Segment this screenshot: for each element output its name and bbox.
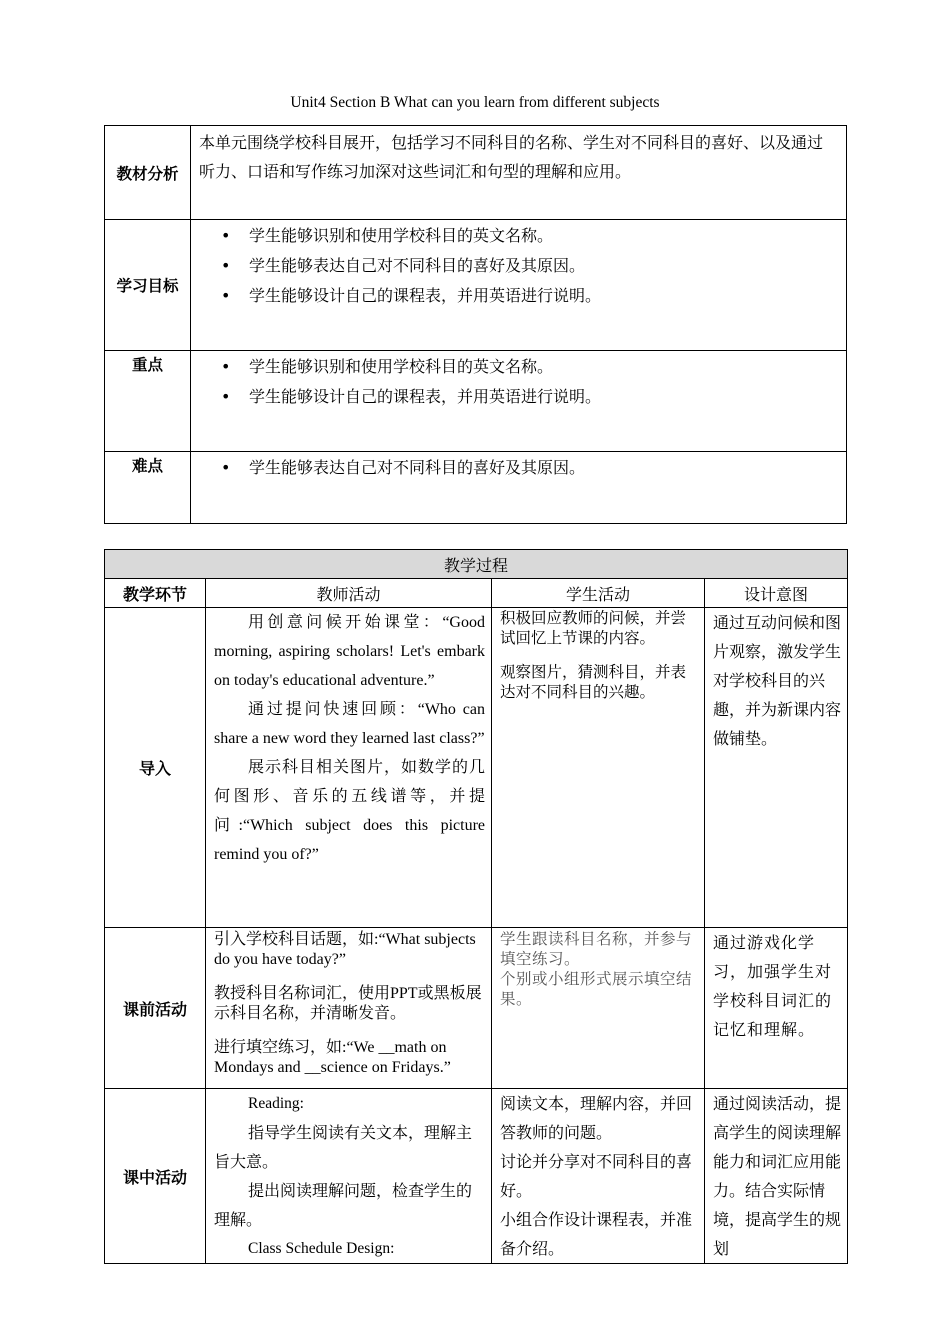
analysis-text: 本单元围绕学校科目展开，包括学习不同科目的名称、学生对不同科目的喜好、以及通过听力、口语和写作练习加深对这些词汇和句型的理解和应用。 [191,126,847,220]
student-activity [492,928,705,1089]
goal-item: • 学生能够识别和使用学校科目的英文名称。 [191,221,846,251]
difficult-row [105,452,847,524]
teacher-activity [206,1089,492,1264]
teacher-step: 教授科目名称词汇，使用PPT或黑板展示科目名称，并清晰发音。 [214,985,482,1022]
analysis-label: 教材分析 [105,126,191,220]
student-step: 小组合作设计课程表，并准备介绍。 [500,1210,693,1258]
student-activity [492,608,705,928]
student-step: 学生跟读科目名称，并参与填空练习。 [500,931,693,968]
teacher-step: Class Schedule Design: [248,1240,395,1257]
student-step: 观察图片，猜测科目，并表达对不同科目的兴趣。 [500,663,687,701]
teacher-step: 通过提问快速回顾：“Who can share a new word they learned last class?” [214,701,485,747]
student-activity [492,1089,705,1264]
goals-row [105,220,847,351]
header-intent: 设计意图 [705,579,848,608]
teacher-step: 进行填空练习，如:“We __math on Mondays and __science on Fridays.” [214,1039,451,1076]
key-item: • 学生能够识别和使用学校科目的英文名称。 [191,352,846,382]
student-step: 个别或小组形式展示填空结果。 [500,971,693,1008]
teacher-step: Reading: [248,1095,304,1112]
header-student: 学生活动 [492,579,705,608]
process-title-row [105,550,848,579]
stage-label: 课中活动 [105,1089,206,1264]
overview-table [104,125,847,524]
difficult-label: 难点 [105,452,191,524]
teacher-step: 引入学校科目话题，如:“What subjects do you have today?” [214,931,476,968]
student-step: 阅读文本，理解内容，并回答教师的问题。 [500,1094,693,1142]
key-cell [191,351,847,452]
stage-label: 课前活动 [105,928,206,1089]
stage-label: 导入 [105,608,206,928]
teacher-activity [206,928,492,1089]
key-item: • 学生能够设计自己的课程表，并用英语进行说明。 [191,382,846,412]
difficult-item: • 学生能够表达自己对不同科目的喜好及其原因。 [191,453,846,483]
teacher-step: 指导学生阅读有关文本，理解主旨大意。 [214,1123,473,1171]
analysis-row [105,126,847,220]
goals-label: 学习目标 [105,220,191,351]
goal-item: • 学生能够设计自己的课程表，并用英语进行说明。 [191,281,846,311]
header-teacher: 教师活动 [206,579,492,608]
key-label: 重点 [105,351,191,452]
process-row-intro [105,608,848,928]
design-intent: 通过阅读活动，提高学生的阅读理解能力和词汇应用能力。结合实际情境，提高学生的规划 [705,1089,848,1264]
student-step: 讨论并分享对不同科目的喜好。 [500,1152,693,1200]
difficult-cell [191,452,847,524]
teacher-step: 展示科目相关图片，如数学的几何图形、音乐的五线谱等，并提问:“Which subject does this picture remind you of?” [214,759,485,863]
design-intent: 通过互动问候和图片观察，激发学生对学校科目的兴趣，并为新课内容做铺垫。 [705,608,848,928]
student-step: 积极回应教师的问候，并尝试回忆上节课的内容。 [500,609,687,647]
process-row-in-class [105,1089,848,1264]
teacher-activity [206,608,492,928]
goals-cell [191,220,847,351]
key-row [105,351,847,452]
header-stage: 教学环节 [105,579,206,608]
process-table [104,549,848,1264]
teacher-step: 提出阅读理解问题，检查学生的理解。 [214,1181,473,1229]
process-title: 教学过程 [105,550,848,579]
goal-item: • 学生能够表达自己对不同科目的喜好及其原因。 [191,251,846,281]
process-row-pre-class [105,928,848,1089]
document-title: Unit4 Section B What can you learn from different subjects [290,94,660,111]
teacher-step: 用创意问候开始课堂：“Good morning, aspiring scholars! Let's embark on today's educational adventure.” [214,614,485,689]
process-header-row [105,579,848,608]
design-intent: 通过游戏化学习，加强学生对学校科目词汇的记忆和理解。 [705,928,848,1089]
